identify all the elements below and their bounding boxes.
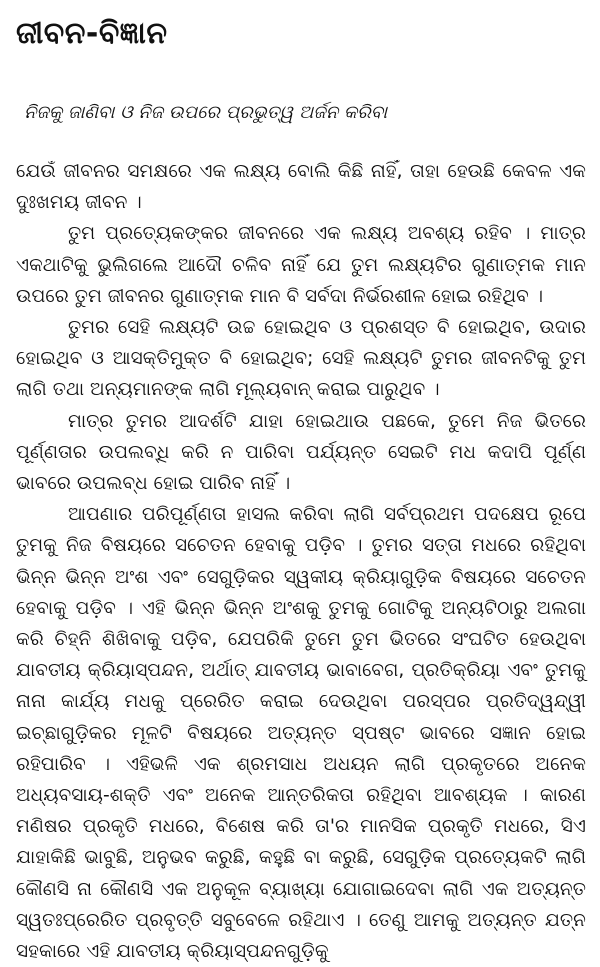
paragraph: ଆପଣାର ପରିପୂର୍ଣ୍ଣତା ହାସଲ କରିବା ଲାଗି ସର୍ବପ୍ରଥମ ପଦକ୍ଷେପ ରୂପେ ତୁମକୁ ନିଜ ବିଷୟରେ ସଚେତନ ହେବାକୁ ପଡ଼ିବ । ତୁମର ସତ୍ତା ମଧରେ ରହିଥିବା ଭିନ୍ନ ଭିନ୍ନ ଅଂଶ ଏବଂ ସେଗୁଡ଼ିକର ସ୍ୱକୀୟ କ୍ରିୟାଗୁଡ଼ିକ ବିଷୟରେ ସଚେତନ ହେବାକୁ ପଡ଼ିବ । ଏହି ଭିନ୍ନ ଭିନ୍ନ ଅଂଶକୁ ତୁମକୁ ଗୋଟିକୁ ଅନ୍ୟଟିଠାରୁ ଅଲଗା କରି ଚିହ୍ନି ଶିଖିବାକୁ ପଡ଼ିବ, ଯେପରିକି ତୁମେ ତୁମ ଭିତରେ ସଂଘଟିତ ହେଉଥିବା ଯାବତୀୟ କ୍ରିୟାସ୍ପନ୍ଦନ, ଅର୍ଥାତ୍ ଯାବତୀୟ ଭାବାବେଗ, ପ୍ରତିକ୍ରିୟା ଏବଂ ତୁମକୁ ନାନା କାର୍ଯ୍ୟ ମଧକୁ ପ୍ରେରିତ କରାଇ ଦେଉଥିବା ପରସ୍ପର ପ୍ରତିଦ୍ୱନ୍ଦ୍ୱୀ ଇଚ୍ଛାଗୁଡ଼ିକର ମୂଳଟି ବିଷୟରେ ଅତ୍ୟନ୍ତ ସ୍ପଷ୍ଟ ଭାବରେ ସଜ୍ଞାନ ହୋଇ ରହିପାରିବ । ଏହିଭଳି ଏକ ଶ୍ରମସାଧ ଅଧୟନ ଲାଗି ପ୍ରକୃତରେ ଅନେକ ଅଧ୍ୟବସାୟ-ଶକ୍ତି ଏବଂ ଅନେକ ଆନ୍ତରିକତା ରହିଥିବା ଆବଶ୍ୟକ । କାରଣ ମଣିଷର ପ୍ରକୃତି ମଧରେ, ବିଶେଷ କରି ତା'ର ମାନସିକ ପ୍ରକୃତି ମଧରେ, ସିଏ ଯାହାକିଛି ଭାବୁଛି, ଅନୁଭବ କରୁଛି, କହୁଛି ବା କରୁଛି, ସେଗୁଡ଼ିକ ପ୍ରତ୍ୟେକଟି ଲାଗି କୌଣସି ନା କୌଣସି ଏକ ଅନୁକୂଳ ବ୍ୟାଖ୍ୟା ଯୋଗାଇଦେବା ଲାଗି ଏକ ଅତ୍ୟନ୍ତ ସ୍ୱତଃପ୍ରେରିତ ପ୍ରବୃତ୍ତି ସବୁବେଳେ ରହିଥାଏ । ତେଣୁ ଆମକୁ ଅତ୍ୟନ୍ତ ଯତ୍ନ ସହକାରେ ଏହି ଯାବତୀୟ କ୍ରିୟାସ୍ପନ୍ଦନଗୁଡ଼ିକୁ	[16, 504, 586, 963]
page-title: ଜୀବନ-ବିଜ୍ଞାନ	[16, 16, 168, 51]
paragraph: ତୁମର ସେହି ଲକ୍ଷ୍ୟଟି ଉଚ୍ଚ ହୋଇଥିବ ଓ ପ୍ରଶସ୍ତ ବି ହୋଇଥିବ, ଉଦାର ହୋଇଥିବ ଓ ଆସକ୍ତିମୁକ୍ତ ବି ହୋଇଥିବ; ସେହି ଲକ୍ଷ୍ୟଟି ତୁମର ଜୀବନଟିକୁ ତୁମ ଲାଗି ତଥା ଅନ୍ୟମାନଙ୍କ ଲାଗି ମୂଲ୍ୟବାନ୍ କରାଇ ପାରୁଥିବ ।	[16, 317, 586, 401]
page-subtitle: ନିଜକୁ ଜାଣିବା ଓ ନିଜ ଉପରେ ପ୍ରଭୁତ୍ୱ ଅର୍ଜନ କରିବା	[24, 102, 388, 123]
article-body	[16, 156, 586, 967]
paragraph: ମାତ୍ର ତୁମର ଆଦର୍ଶଟି ଯାହା ହୋଇଥାଉ ପଛକେ, ତୁମେ ନିଜ ଭିତରେ ପୂର୍ଣ୍ଣତାର ଉପଲବ୍ଧି କରି ନ ପାରିବା ପର୍ଯ୍ୟନ୍ତ ସେଇଟି ମଧ କଦାପି ପୂର୍ଣ୍ଣ ଭାବରେ ଉପଲବ୍ଧ ହୋଇ ପାରିବ ନାହିଁ ।	[16, 410, 586, 495]
paragraph: ଯେଉଁ ଜୀବନର ସମକ୍ଷରେ ଏକ ଲକ୍ଷ୍ୟ ବୋଲି କିଛି ନାହିଁ, ତାହା ହେଉଛି କେବଳ ଏକ ଦୁଃଖମୟ ଜୀବନ ।	[16, 161, 586, 214]
paragraph: ତୁମ ପ୍ରତ୍ୟେକଙ୍କର ଜୀବନରେ ଏକ ଲକ୍ଷ୍ୟ ଅବଶ୍ୟ ରହିବ । ମାତ୍ର ଏକଥାଟିକୁ ଭୁଲିଗଲେ ଆଦୌ ଚଳିବ ନାହିଁ ଯେ ତୁମ ଲକ୍ଷ୍ୟଟିର ଗୁଣାତ୍ମକ ମାନ ଉପରେ ତୁମ ଜୀବନର ଗୁଣାତ୍ମକ ମାନ ବି ସର୍ବଦା ନିର୍ଭରଶୀଳ ହୋଇ ରହିଥିବ ।	[16, 223, 586, 307]
